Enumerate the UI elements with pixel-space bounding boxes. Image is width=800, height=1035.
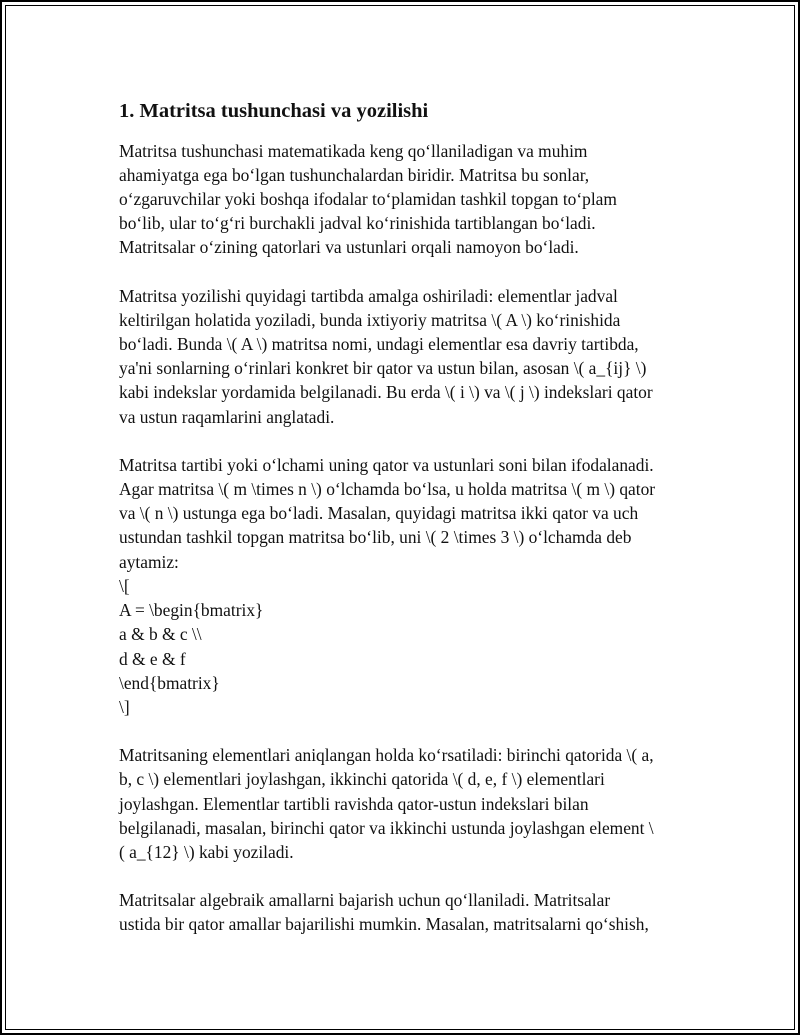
section-heading: 1. Matritsa tushunchasi va yozilishi [119, 100, 429, 122]
paragraph-elements: Matritsaning elementlari aniqlangan holda ko‘rsatiladi: birinchi qatorida \( a, b, c \) elementlari joylashgan, ikkinchi qatorida \( d, e, f \) elementlari joylashgan. Elementlar tartibli ravishda qator-ustun indekslari bilan belgilanadi, masalan, birinchi qator va ikkinchi ustunda joylashgan element \ ( a_{12} \) kabi yoziladi. [119, 745, 654, 862]
page [5, 5, 795, 1030]
paragraph-intro: Matritsa tushunchasi matematikada keng qo‘llaniladigan va muhim ahamiyatga ega bo‘lgan tushunchalardan biridir. Matritsa bu sonlar, o‘zgaruvchilar yoki boshqa ifodalar to‘plamidan tashkil topgan to‘plam bo‘lib, ular to‘g‘ri burchakli jadval ko‘rinishida tartiblangan bo‘ladi. Matritsalar o‘zining qatorlari va ustunlari orqali namoyon bo‘ladi. [119, 140, 617, 258]
document-body [119, 98, 699, 961]
paragraph-operations: Matritsalar algebraik amallarni bajarish uchun qo‘llaniladi. Matritsalar ustida bir qator amallar bajarilishi mumkin. Masalan, matritsalarni qo‘shish, [119, 890, 649, 935]
paragraph-dimension: Matritsa tartibi yoki o‘lchami uning qator va ustunlari soni bilan ifodalanadi. Agar matritsa \( m \times n \) o‘lchamda bo‘lsa, u holda matritsa \( m \) qator va \( n \) ustunga ega bo‘ladi. Masalan, quyidagi matritsa ikki qator va uch ustundan tashkil topgan matritsa bo‘lib, uni \( 2 \times 3 \) o‘lchamda deb aytamiz: \[ A = \begin{bmatrix} a & b & c \\ d & e & f \end{bmatrix} \] [119, 454, 656, 717]
paragraph-notation: Matritsa yozilishi quyidagi tartibda amalga oshiriladi: elementlar jadval keltirilgan holatida yoziladi, bunda ixtiyoriy matritsa \( A \) ko‘rinishida bo‘ladi. Bunda \( A \) matritsa nomi, undagi elementlar esa davriy tartibda, ya'ni sonlarning o‘rinlari konkret bir qator va ustun bilan, asosan \( a_{ij} \) kabi indekslar yordamida belgilanadi. Bu erda \( i \) va \( j \) indekslari qator va ustun raqamlarini anglatadi. [119, 285, 653, 427]
